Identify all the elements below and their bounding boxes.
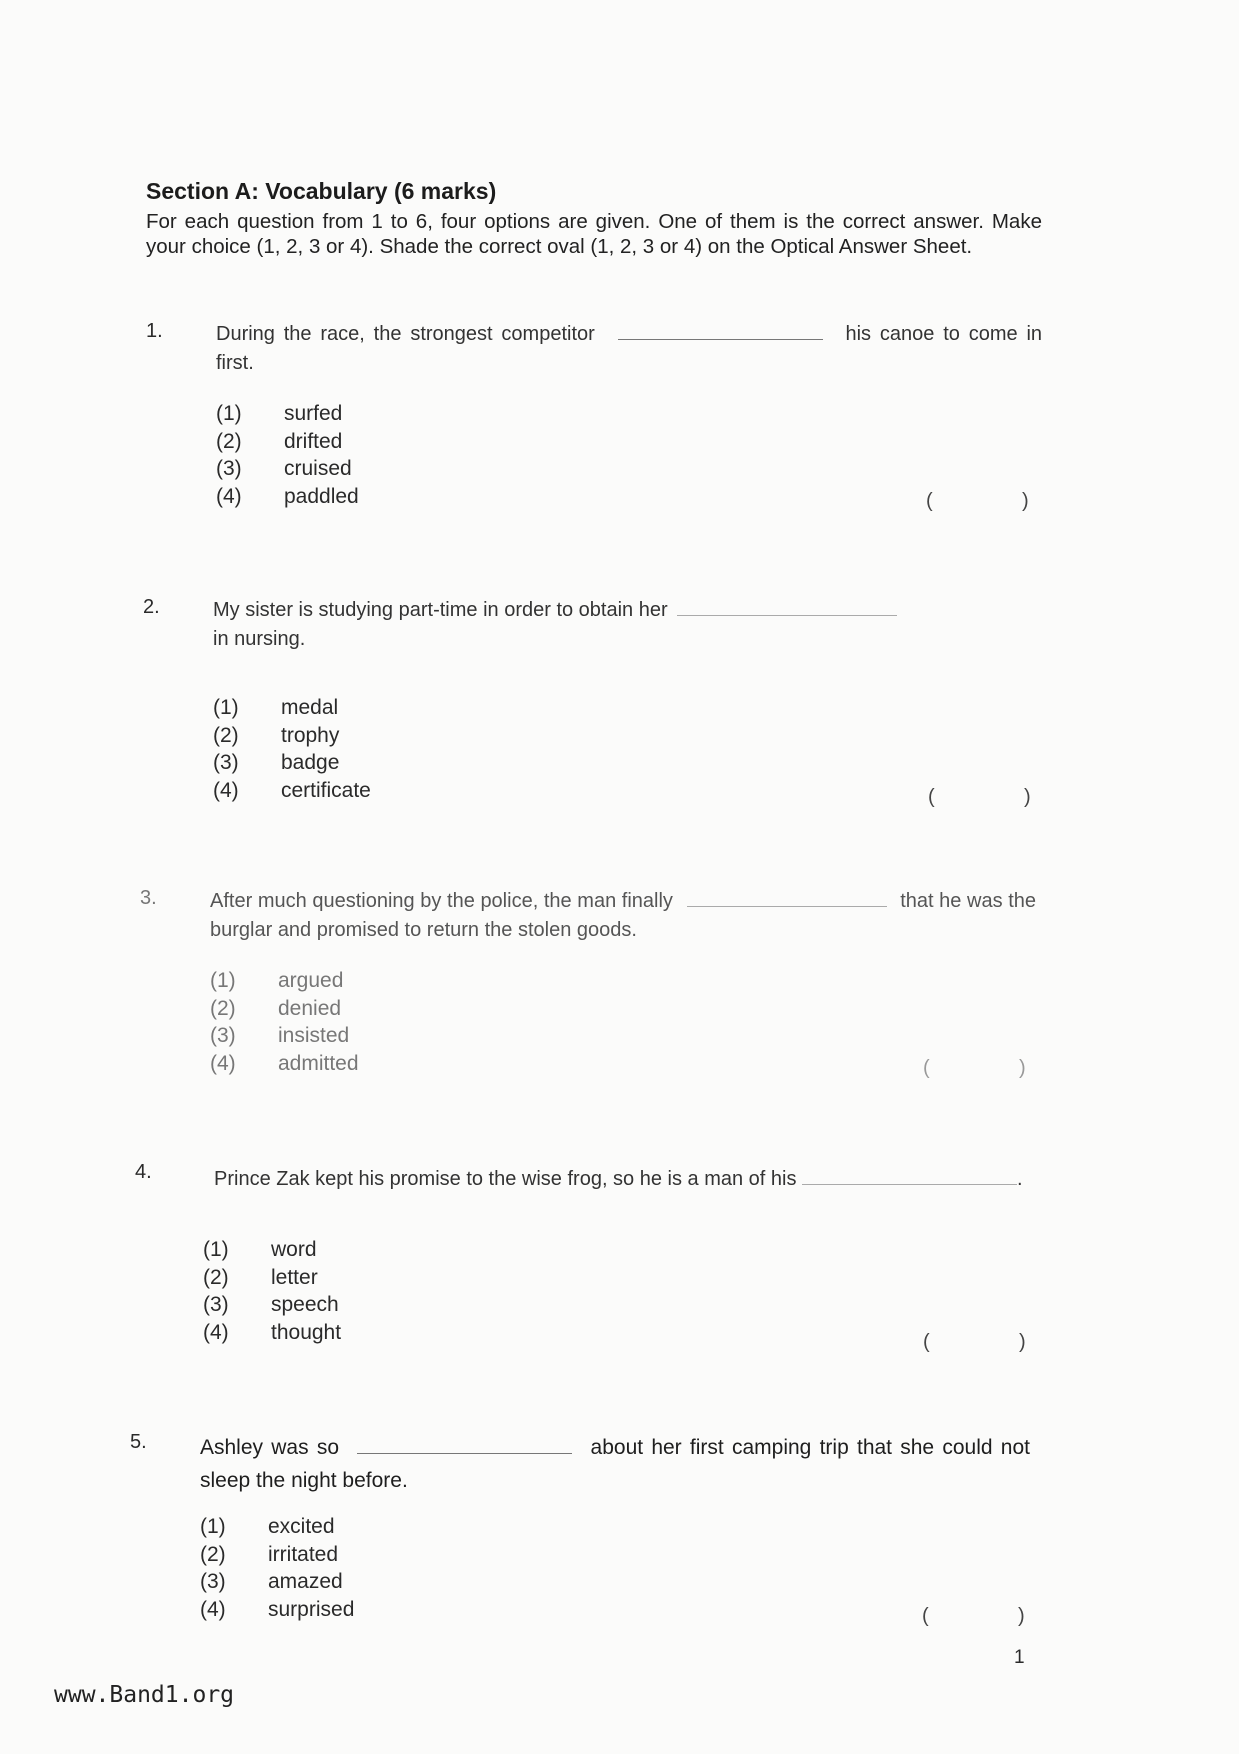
option-2 bbox=[203, 1264, 341, 1292]
answer-bracket bbox=[922, 1605, 1025, 1628]
bracket-open: ( bbox=[926, 490, 933, 512]
option-text: trophy bbox=[281, 723, 340, 747]
stem-after: about her first camping trip that she could not sleep the night before. bbox=[200, 1436, 1030, 1492]
question-number: 2. bbox=[143, 596, 160, 618]
answer-bracket bbox=[923, 1331, 1026, 1354]
option-text: letter bbox=[271, 1265, 318, 1289]
option-4 bbox=[210, 1050, 359, 1078]
option-1 bbox=[213, 694, 371, 722]
option-1 bbox=[200, 1513, 354, 1541]
option-4 bbox=[200, 1596, 354, 1624]
option-number: (3) bbox=[213, 751, 239, 774]
stem-after: that he was the burglar and promised to return the stolen goods. bbox=[210, 890, 1037, 941]
option-text: speech bbox=[271, 1293, 339, 1316]
option-text: cruised bbox=[284, 457, 352, 480]
bracket-open: ( bbox=[922, 1605, 929, 1627]
stem-before: After much questioning by the police, the man finally bbox=[210, 890, 673, 912]
stem-before: During the race, the strongest competitor bbox=[216, 323, 595, 345]
option-2 bbox=[210, 995, 359, 1023]
option-4 bbox=[203, 1319, 341, 1347]
option-2 bbox=[216, 428, 359, 456]
option-number: (4) bbox=[213, 778, 239, 802]
stem-after: in nursing. bbox=[213, 628, 306, 650]
bracket-close: ) bbox=[1019, 1331, 1026, 1353]
stem-before: Ashley was so bbox=[200, 1436, 340, 1459]
option-number: (4) bbox=[210, 1051, 236, 1075]
option-number: (3) bbox=[210, 1024, 236, 1047]
option-text: medal bbox=[281, 696, 339, 719]
question-number: 3. bbox=[140, 887, 157, 909]
bracket-open: ( bbox=[923, 1331, 930, 1353]
answer-bracket bbox=[926, 490, 1029, 513]
question-stem bbox=[216, 320, 1042, 378]
option-number: (2) bbox=[216, 429, 242, 453]
option-number: (4) bbox=[200, 1597, 226, 1621]
options-list bbox=[200, 1513, 354, 1623]
option-number: (4) bbox=[203, 1320, 229, 1344]
bracket-close: ) bbox=[1022, 490, 1029, 512]
option-number: (1) bbox=[216, 402, 242, 425]
option-text: admitted bbox=[278, 1051, 359, 1075]
question-number: 1. bbox=[146, 320, 163, 342]
bracket-close: ) bbox=[1018, 1605, 1025, 1627]
options-list bbox=[210, 967, 359, 1077]
option-text: insisted bbox=[278, 1024, 350, 1047]
option-text: excited bbox=[268, 1515, 335, 1538]
option-number: (4) bbox=[216, 484, 242, 508]
options-list bbox=[203, 1236, 341, 1346]
option-text: word bbox=[271, 1238, 317, 1261]
option-number: (1) bbox=[213, 696, 239, 719]
options-list bbox=[216, 400, 359, 510]
option-number: (1) bbox=[200, 1515, 226, 1538]
option-3 bbox=[203, 1291, 341, 1319]
option-3 bbox=[200, 1568, 354, 1596]
option-4 bbox=[216, 483, 359, 511]
option-text: certificate bbox=[281, 778, 371, 802]
section-header bbox=[146, 178, 1042, 259]
answer-blank bbox=[687, 890, 887, 907]
option-text: surfed bbox=[284, 402, 343, 425]
question-stem bbox=[214, 1161, 1034, 1198]
answer-blank bbox=[618, 323, 823, 340]
option-text: argued bbox=[278, 969, 344, 992]
footer-url: www.Band1.org bbox=[54, 1682, 235, 1708]
section-instructions: For each question from 1 to 6, four options are given. One of them is the correct answer. Make your choice (1, 2, 3 or 4). Shade the correct oval (1, 2, 3 or 4) on the Optical Answer Sheet. bbox=[146, 210, 1042, 258]
options-list bbox=[213, 694, 371, 804]
option-1 bbox=[210, 967, 359, 995]
option-3 bbox=[213, 749, 371, 777]
question-stem bbox=[210, 887, 1036, 945]
option-number: (3) bbox=[203, 1293, 229, 1316]
option-2 bbox=[200, 1541, 354, 1569]
option-3 bbox=[210, 1022, 359, 1050]
option-text: surprised bbox=[268, 1597, 355, 1621]
option-text: drifted bbox=[284, 429, 343, 453]
answer-bracket bbox=[928, 786, 1031, 809]
bracket-close: ) bbox=[1024, 786, 1031, 808]
answer-blank bbox=[802, 1168, 1017, 1185]
stem-after: his canoe to come in first. bbox=[216, 323, 1043, 374]
option-text: amazed bbox=[268, 1570, 343, 1593]
answer-blank bbox=[677, 599, 897, 616]
option-number: (3) bbox=[200, 1570, 226, 1593]
option-number: (3) bbox=[216, 457, 242, 480]
option-number: (2) bbox=[200, 1542, 226, 1566]
option-4 bbox=[213, 777, 371, 805]
option-text: paddled bbox=[284, 484, 359, 508]
option-number: (2) bbox=[213, 723, 239, 747]
option-1 bbox=[203, 1236, 341, 1264]
option-1 bbox=[216, 400, 359, 428]
option-text: irritated bbox=[268, 1542, 339, 1566]
question-stem bbox=[200, 1431, 1030, 1497]
question-stem bbox=[213, 596, 1039, 654]
question-number: 5. bbox=[130, 1431, 147, 1453]
bracket-open: ( bbox=[928, 786, 935, 808]
stem-before: My sister is studying part-time in order to obtain her bbox=[213, 599, 668, 621]
stem-after: . bbox=[1017, 1168, 1023, 1190]
option-number: (1) bbox=[210, 969, 236, 992]
option-number: (2) bbox=[203, 1265, 229, 1289]
option-number: (1) bbox=[203, 1238, 229, 1261]
option-2 bbox=[213, 722, 371, 750]
option-text: badge bbox=[281, 751, 340, 774]
bracket-open: ( bbox=[923, 1057, 930, 1079]
answer-blank bbox=[357, 1437, 572, 1454]
stem-before: Prince Zak kept his promise to the wise frog, so he is a man of his bbox=[214, 1168, 797, 1190]
answer-bracket bbox=[923, 1057, 1026, 1080]
section-title: Section A: Vocabulary (6 marks) bbox=[146, 178, 497, 204]
option-text: thought bbox=[271, 1320, 342, 1344]
option-3 bbox=[216, 455, 359, 483]
option-text: denied bbox=[278, 996, 342, 1020]
bracket-close: ) bbox=[1019, 1057, 1026, 1079]
option-number: (2) bbox=[210, 996, 236, 1020]
question-number: 4. bbox=[135, 1161, 152, 1183]
page-number: 1 bbox=[1014, 1647, 1025, 1668]
